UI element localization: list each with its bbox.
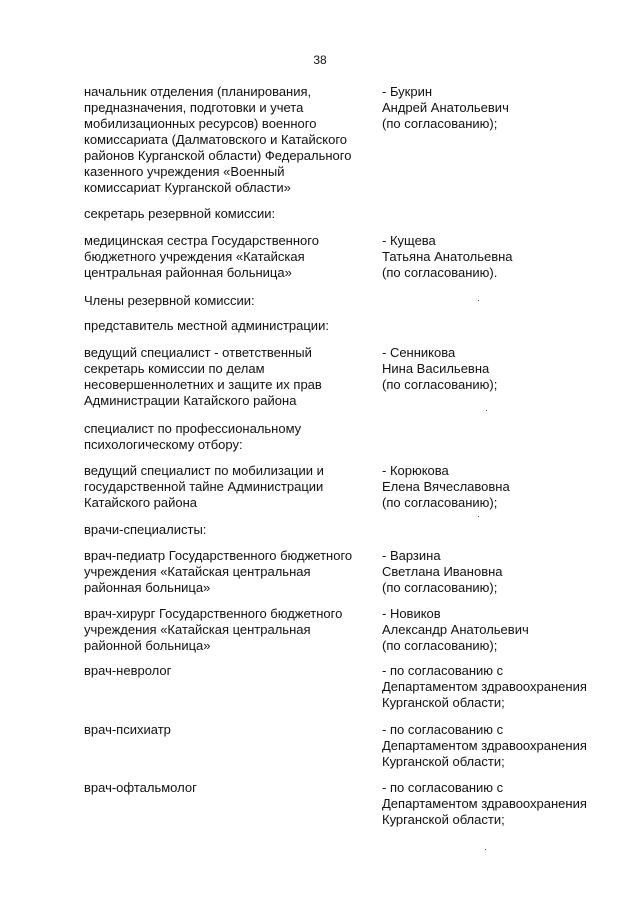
entry-sennikova xyxy=(84,345,624,409)
entry-koryukova xyxy=(84,463,624,511)
scan-speck xyxy=(485,849,486,850)
section-heading-secretary: секретарь резервной комиссии: xyxy=(84,206,276,221)
entry-person: - Сенникова Нина Васильевна (по согласованию); xyxy=(382,345,498,392)
entry-position: врач-педиатр Государственного бюджетного учреждения «Катайская центральная районная больница» xyxy=(84,548,353,595)
entry-person: - Корюкова Елена Вячеславовна (по согласованию); xyxy=(382,463,510,510)
entry-neurologist xyxy=(84,663,624,711)
entry-position: врач-психиатр xyxy=(84,722,171,737)
entry-person: - Варзина Светлана Ивановна (по согласованию); xyxy=(382,548,503,595)
entry-position: ведущий специалист по мобилизации и государственной тайне Администрации Катайского района xyxy=(84,463,324,510)
entry-person: - Букрин Андрей Анатольевич (по согласованию); xyxy=(382,84,509,131)
entry-varzina xyxy=(84,548,624,596)
entry-position: ведущий специалист - ответственный секретарь комиссии по делам несовершеннолетних и защите их прав Администрации Катайского района xyxy=(84,345,322,408)
entry-novikov xyxy=(84,606,624,654)
section-heading-local-admin: представитель местной администрации: xyxy=(84,318,329,333)
scan-speck xyxy=(478,300,479,301)
entry-position: врач-офтальмолог xyxy=(84,780,197,795)
entry-person: - по согласованию с Департаментом здравоохранения Курганской области; xyxy=(382,780,587,827)
entry-position: медицинская сестра Государственного бюджетного учреждения «Катайская центральная районная больница» xyxy=(84,233,319,280)
entry-person: - по согласованию с Департаментом здравоохранения Курганской области; xyxy=(382,722,587,769)
entry-position: врач-невролог xyxy=(84,663,172,678)
entry-position: начальник отделения (планирования, предназначения, подготовки и учета мобилизационных ресурсов) военного комиссариата (Далматовского и Катайского районов Курганской области) Федерального казенного учреждения «Военный комиссариат Курганской области» xyxy=(84,84,352,195)
entry-psychiatrist xyxy=(84,722,624,770)
page-number: 38 xyxy=(313,53,327,67)
section-heading-psych: специалист по профессиональному психологическому отбору: xyxy=(84,421,302,452)
entry-ophthalmologist xyxy=(84,780,624,828)
section-heading-members: Члены резервной комиссии: xyxy=(84,293,255,308)
entry-person: - Кущева Татьяна Анатольевна (по согласованию). xyxy=(382,233,513,280)
entry-position: врач-хирург Государственного бюджетного учреждения «Катайская центральная районной больница» xyxy=(84,606,343,653)
scan-speck xyxy=(486,410,487,411)
scan-speck xyxy=(478,516,479,517)
entry-bukrin xyxy=(84,84,624,196)
entry-kushcheva xyxy=(84,233,624,281)
entry-person: - Новиков Александр Анатольевич (по согласованию); xyxy=(382,606,529,653)
section-heading-doctors: врачи-специалисты: xyxy=(84,522,207,537)
entry-person: - по согласованию с Департаментом здравоохранения Курганской области; xyxy=(382,663,587,710)
